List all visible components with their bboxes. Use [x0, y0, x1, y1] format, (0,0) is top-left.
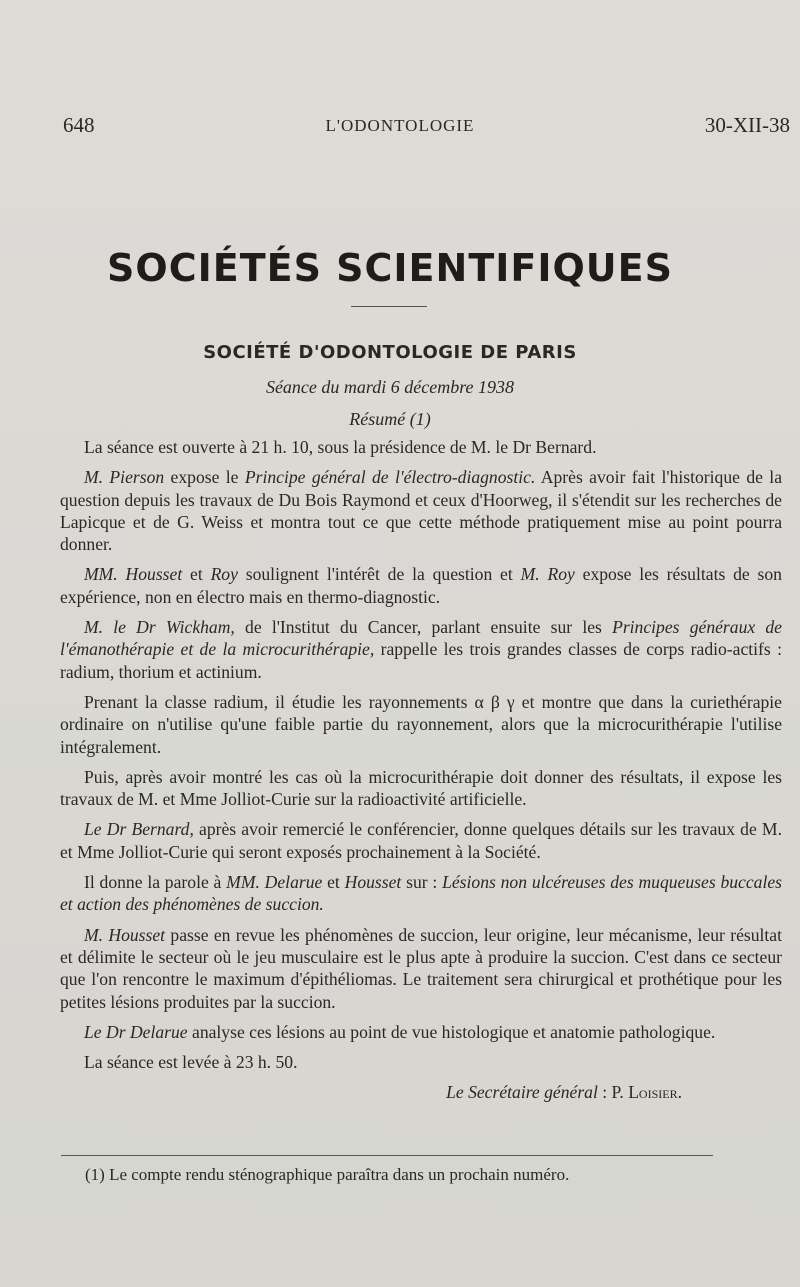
summary-label: Résumé (1)	[349, 409, 431, 429]
signature: Le Secrétaire général : P. Loisier.	[446, 1082, 682, 1103]
paragraph-wickham: M. le Dr Wickham, de l'Institut du Cancer, parlant ensuite sur les Principes généraux de l'émanothérapie et de la microcurithérapie, rappelle les trois grandes classes de corps radio-actifs : radium, thorium et actinium.	[60, 617, 782, 682]
footnote: (1) Le compte rendu sténographique paraîtra dans un prochain numéro.	[85, 1165, 570, 1184]
paragraph-microcuri: Puis, après avoir montré les cas où la microcurithérapie doit donner des résultats, il expose les travaux de M. et Mme Jolliot-Curie sur la radioactivité artificielle.	[60, 766, 782, 810]
paragraph-housset-roy: MM. Housset et Roy soulignent l'intérêt de la question et M. Roy expose les résultats de son expérience, non en électro mais en thermo-diagnostic.	[60, 564, 782, 607]
session-line: Séance du mardi 6 décembre 1938	[265, 377, 515, 397]
footnote-divider	[61, 1155, 713, 1156]
paragraph-closing: La séance est levée à 23 h. 50.	[84, 1052, 298, 1073]
paragraph-radium: Prenant la classe radium, il étudie les rayonnements α β γ et montre que dans la curiethérapie ordinaire on n'utilise qu'une faible partie du rayonnement, alors que la microcurithérapie l'utilise intégralement.	[60, 691, 782, 757]
paragraph-delarue: Le Dr Delarue analyse ces lésions au point de vue histologique et anatomie pathologique.	[84, 1021, 716, 1042]
society-title: SOCIÉTÉ D'ODONTOLOGIE DE PARIS	[203, 342, 577, 363]
article-body	[60, 436, 782, 1112]
page-number: 648	[63, 113, 95, 137]
paragraph-bernard: Le Dr Bernard, après avoir remercié le conférencier, donne quelques détails sur les travaux de M. et Mme Jolliot-Curie qui seront exposés prochainement à la Société.	[60, 819, 782, 862]
paragraph-pierson: M. Pierson expose le Principe général de l'électro-diagnostic. Après avoir fait l'historique de la question depuis les travaux de Du Bois Raymond et ceux d'Hoorweg, il s'étendit sur les recherches de Lapicque et de G. Weiss et montra tout ce que cette méthode pratiquement mise au point pourra donner.	[60, 467, 783, 555]
paragraph-succion: M. Housset passe en revue les phénomènes de succion, leur origine, leur mécanisme, leur résultat et délimite le secteur où le jeu musculaire est le plus apte à produire la succion. C'est dans ce secteur que l'on rencontre le maximum d'épithéliomas. Le traitement sera chirurgical et prothétique pour les petites lésions produites par la succion.	[60, 924, 782, 1012]
title-divider	[351, 306, 427, 307]
paragraph-opening: La séance est ouverte à 21 h. 10, sous la présidence de M. le Dr Bernard.	[84, 437, 597, 457]
issue-date: 30-XII-38	[704, 113, 790, 137]
paragraph-delarue-housset: Il donne la parole à MM. Delarue et Housset sur : Lésions non ulcéreuses des muqueuses buccales et action des phénomènes de succion.	[60, 872, 783, 915]
journal-title: L'ODONTOLOGIE	[325, 116, 475, 135]
section-title: SOCIÉTÉS SCIENTIFIQUES	[107, 246, 673, 290]
